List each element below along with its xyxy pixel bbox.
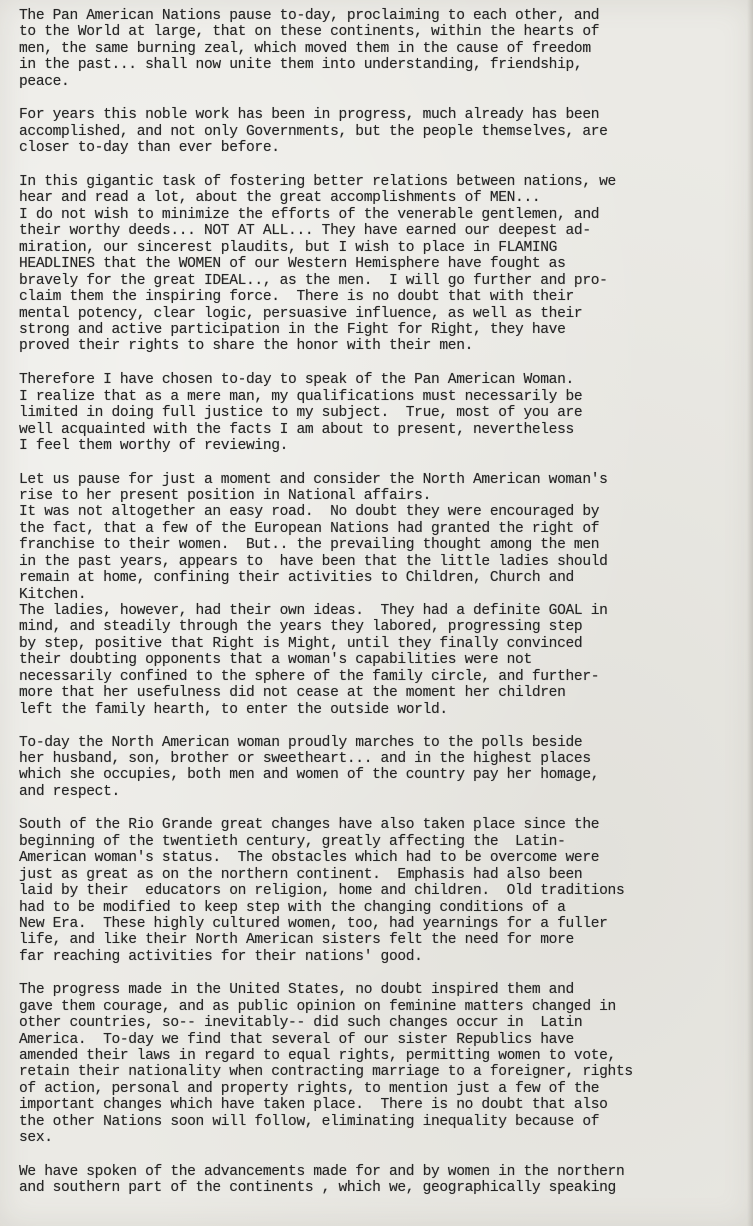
paragraph-2	[19, 107, 743, 156]
text-line: left the family hearth, to enter the outside world.	[19, 701, 448, 718]
text-line: far reaching activities for their nations' good.	[19, 948, 423, 965]
text-line: The progress made in the United States, no doubt inspired them and	[19, 982, 574, 999]
typed-text-body	[19, 8, 743, 1214]
text-line: by step, positive that Right is Might, until they finally convinced	[19, 635, 583, 652]
paragraph-7	[19, 817, 743, 965]
text-line: her husband, son, brother or sweetheart... and in the highest places	[19, 751, 591, 767]
text-line: Kitchen.	[19, 586, 87, 603]
text-line: To-day the North American woman proudly marches to the polls beside	[19, 734, 583, 751]
text-line: more that her usefulness did not cease at the moment her children	[19, 685, 566, 702]
text-line: and respect.	[19, 783, 120, 800]
paper-edge-shadow	[747, 0, 753, 1226]
text-line: For years this noble work has been in progress, much already has been	[19, 107, 600, 124]
text-line: proved their rights to share the honor with their men.	[19, 338, 474, 355]
text-line: I do not wish to minimize the efforts of the venerable gentlemen, and	[19, 206, 600, 223]
text-line: hear and read a lot, about the great accomplishments of MEN...	[19, 190, 541, 207]
paragraph-6	[19, 735, 743, 801]
text-line: of action, personal and property rights, to mention just a few of the	[19, 1080, 600, 1097]
text-line: New Era. These highly cultured women, too, had yearnings for a fuller	[19, 915, 608, 932]
text-line: The ladies, however, had their own ideas. They had a definite GOAL in	[19, 603, 608, 619]
paragraph-1	[19, 8, 743, 90]
text-line: in the past years, appears to have been that the little ladies should	[19, 553, 608, 570]
text-line: the fact, that a few of the European Nations had granted the right of	[19, 520, 600, 537]
text-line: claim them the inspiring force. There is no doubt that with their	[19, 289, 574, 306]
text-line: In this gigantic task of fostering better relations between nations, we	[19, 174, 616, 190]
text-line: important changes which have taken place. There is no doubt that also	[19, 1097, 608, 1114]
text-line: The Pan American Nations pause to-day, proclaiming to each other, and	[19, 8, 600, 24]
paragraph-9	[19, 1164, 743, 1197]
text-line: American woman's status. The obstacles which had to be overcome were	[19, 850, 600, 867]
text-line: mental potency, clear logic, persuasive influence, as well as their	[19, 305, 583, 322]
text-line: sex.	[19, 1130, 53, 1147]
text-line: remain at home, confining their activities to Children, Church and	[19, 570, 574, 587]
text-line: closer to-day than ever before.	[19, 140, 280, 157]
text-line: other countries, so-- inevitably-- did such changes occur in Latin	[19, 1015, 583, 1032]
text-line: We have spoken of the advancements made for and by women in the northern	[19, 1163, 625, 1180]
text-line: South of the Rio Grande great changes have also taken place since the	[19, 817, 600, 834]
text-line: rise to her present position in National affairs.	[19, 487, 431, 504]
text-line: miration, our sincerest plaudits, but I wish to place in FLAMING	[19, 239, 558, 256]
text-line: strong and active participation in the Fight for Right, they have	[19, 321, 566, 338]
text-line: amended their laws in regard to equal rights, permitting women to vote,	[19, 1048, 616, 1064]
text-line: well acquainted with the facts I am about to present, nevertheless	[19, 421, 574, 438]
text-line: the other Nations soon will follow, eliminating inequality because of	[19, 1113, 600, 1130]
text-line: franchise to their women. But.. the prevailing thought among the men	[19, 537, 600, 554]
text-line: which she occupies, both men and women of the country pay her homage,	[19, 767, 600, 784]
text-line: men, the same burning zeal, which moved them in the cause of freedom	[19, 40, 591, 57]
text-line: limited in doing full justice to my subject. True, most of you are	[19, 405, 583, 422]
text-line: retain their nationality when contracting marriage to a foreigner, rights	[19, 1064, 633, 1081]
text-line: America. To-day we find that several of our sister Republics have	[19, 1031, 574, 1048]
text-line: gave them courage, and as public opinion on feminine matters changed in	[19, 998, 616, 1015]
text-line: mind, and steadily through the years they labored, progressing step	[19, 619, 583, 636]
text-line: beginning of the twentieth century, greatly affecting the Latin-	[19, 833, 566, 850]
text-line: and southern part of the continents , which we, geographically speaking	[19, 1180, 616, 1197]
paragraph-5	[19, 472, 743, 719]
text-line: necessarily confined to the sphere of the family circle, and further-	[19, 668, 600, 685]
text-line: life, and like their North American sisters felt the need for more	[19, 932, 574, 949]
text-line: peace.	[19, 73, 70, 90]
text-line: I realize that as a mere man, my qualifications must necessarily be	[19, 388, 583, 405]
text-line: in the past... shall now unite them into understanding, friendship,	[19, 57, 583, 74]
text-line: their doubting opponents that a woman's capabilities were not	[19, 652, 532, 669]
text-line: Therefore I have chosen to-day to speak of the Pan American Woman.	[19, 372, 574, 389]
text-line: bravely for the great IDEAL.., as the men. I will go further and pro-	[19, 272, 608, 289]
text-line: accomplished, and not only Governments, but the people themselves, are	[19, 123, 608, 140]
text-line: HEADLINES that the WOMEN of our Western Hemisphere have fought as	[19, 256, 566, 273]
text-line: Let us pause for just a moment and consider the North American woman's	[19, 471, 608, 488]
text-line: laid by their educators on religion, home and children. Old traditions	[19, 883, 625, 900]
text-line: just as great as on the northern continent. Emphasis had also been	[19, 866, 583, 883]
text-line: their worthy deeds... NOT AT ALL... They have earned our deepest ad-	[19, 223, 591, 240]
text-line: to the World at large, that on these continents, within the hearts of	[19, 24, 600, 41]
text-line: I feel them worthy of reviewing.	[19, 438, 289, 455]
text-line: It was not altogether an easy road. No doubt they were encouraged by	[19, 504, 600, 521]
paragraph-3	[19, 174, 743, 355]
paragraph-8	[19, 982, 743, 1146]
paragraph-4	[19, 372, 743, 454]
text-line: had to be modified to keep step with the changing conditions of a	[19, 899, 566, 916]
